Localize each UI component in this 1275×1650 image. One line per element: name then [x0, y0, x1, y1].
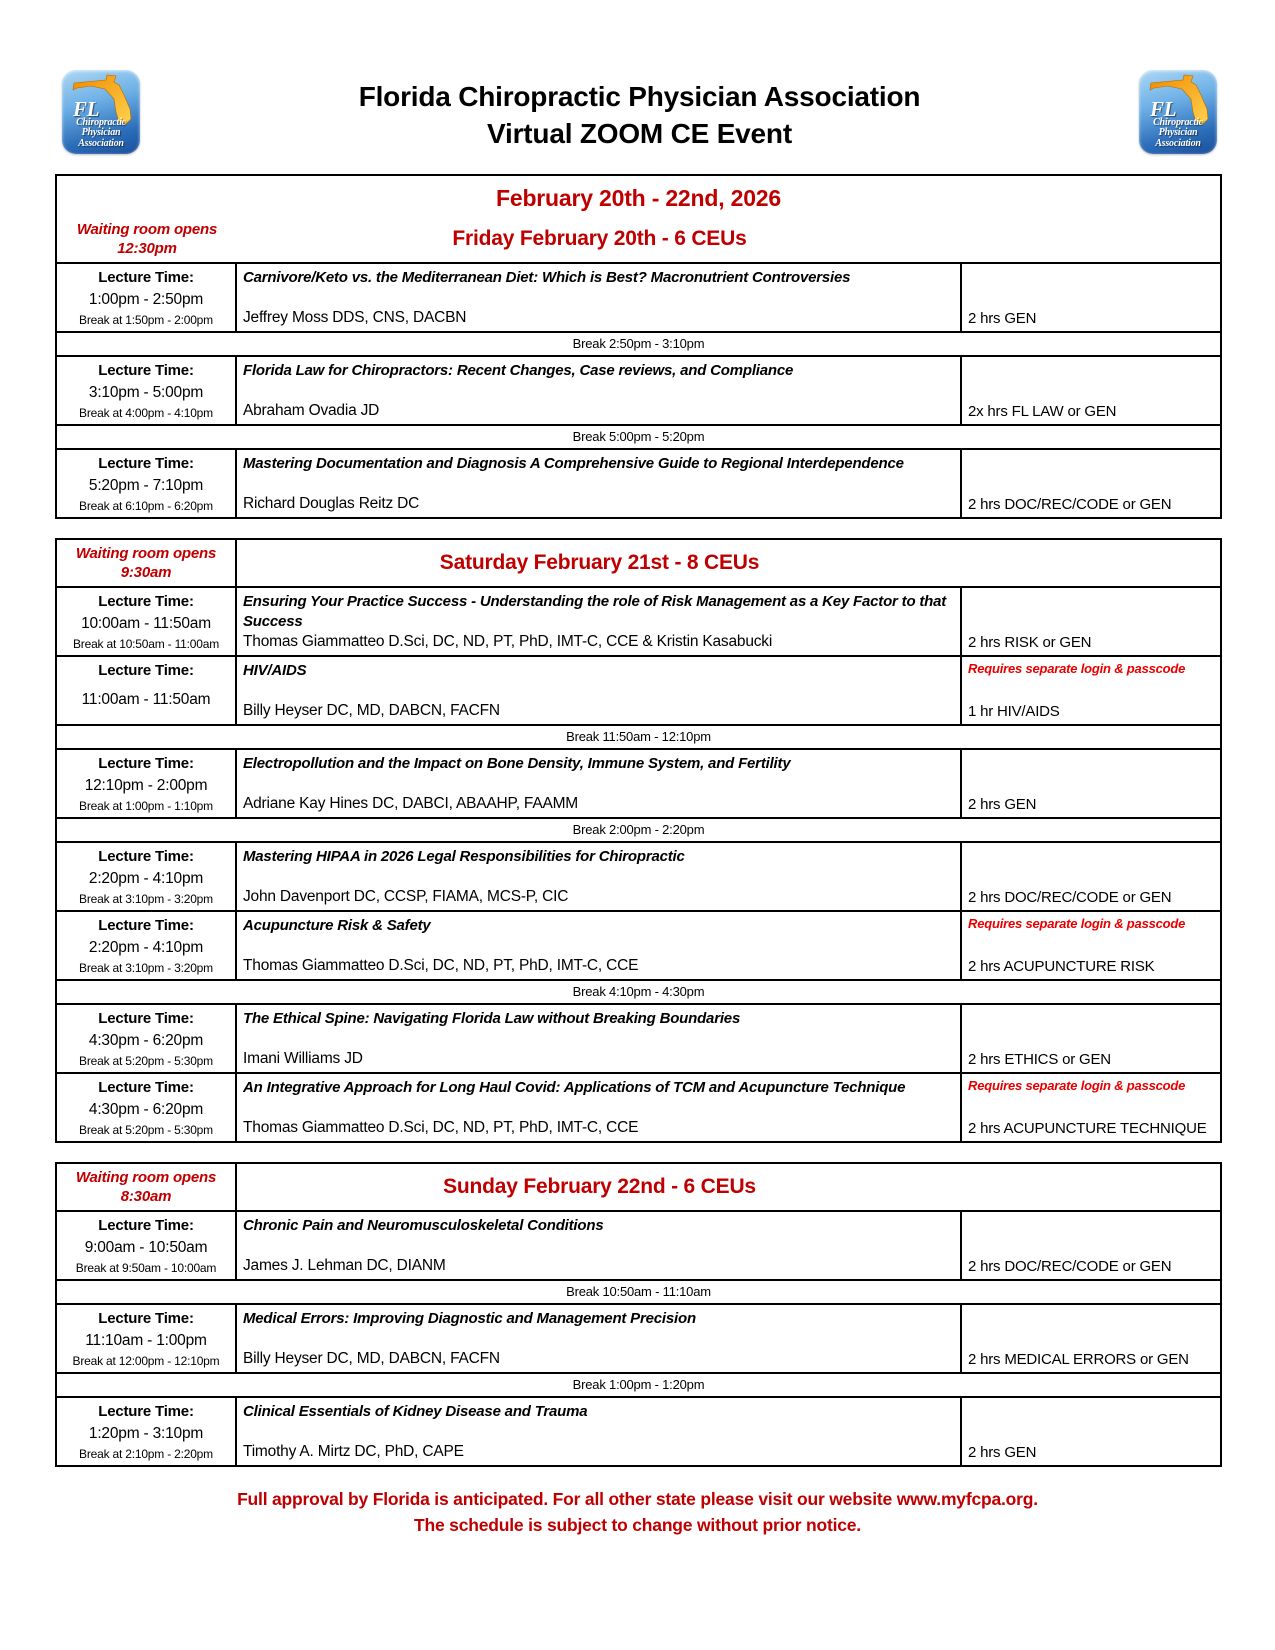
- lecture-speaker: Adriane Kay Hines DC, DABCI, ABAAHP, FAAMM: [243, 795, 579, 812]
- lecture-speaker: James J. Lehman DC, DIANM: [243, 1257, 446, 1274]
- lecture-time-cell: [57, 1305, 237, 1372]
- lecture-speaker: Imani Williams JD: [243, 1050, 363, 1067]
- lecture-speaker: Billy Heyser DC, MD, DABCN, FACFN: [243, 1350, 500, 1367]
- lecture-time-cell: [57, 912, 237, 979]
- lecture-break-note: Break at 3:10pm - 3:20pm: [79, 892, 213, 906]
- day-title: Saturday February 21st - 8 CEUs: [439, 551, 760, 574]
- lecture-credit: 2 hrs DOC/REC/CODE or GEN: [968, 496, 1172, 513]
- lecture-main-cell: [237, 1212, 962, 1279]
- lecture-speaker: Billy Heyser DC, MD, DABCN, FACFN: [243, 702, 500, 719]
- lecture-title: Carnivore/Keto vs. the Mediterranean Diet: Which is Best? Macronutrient Controversies: [243, 269, 851, 286]
- lecture-time-label: Lecture Time:: [98, 917, 194, 934]
- day-header-spacer: [962, 216, 1220, 262]
- lecture-time-label: Lecture Time:: [98, 755, 194, 772]
- lecture-row: [57, 586, 1220, 655]
- lecture-break-note: Break at 10:50am - 11:00am: [73, 637, 219, 651]
- lecture-time-value: 2:20pm - 4:10pm: [88, 938, 204, 956]
- lecture-speaker: Thomas Giammatteo D.Sci, DC, ND, PT, PhD, IMT-C, CCE & Kristin Kasabucki: [243, 633, 773, 650]
- day-header-spacer: [962, 540, 1220, 586]
- lecture-speaker: John Davenport DC, CCSP, FIAMA, MCS-P, CIC: [243, 888, 569, 905]
- lecture-row: [57, 655, 1220, 724]
- lecture-credit-cell: [962, 1212, 1220, 1279]
- lecture-row: [57, 910, 1220, 979]
- logo-text-line: Association: [1155, 137, 1201, 149]
- lecture-credit-cell: [962, 588, 1220, 655]
- lecture-row: [57, 1210, 1220, 1279]
- lecture-credit: 2 hrs MEDICAL ERRORS or GEN: [968, 1351, 1189, 1368]
- lecture-title: Medical Errors: Improving Diagnostic and Management Precision: [243, 1310, 696, 1327]
- break-label: Break 5:00pm - 5:20pm: [572, 429, 705, 444]
- lecture-credit-cell: [962, 912, 1220, 979]
- lecture-row: [57, 1003, 1220, 1072]
- break-row: [57, 724, 1220, 748]
- lecture-credit-cell: [962, 357, 1220, 424]
- lecture-main-cell: [237, 264, 962, 331]
- lecture-credit-cell: [962, 1305, 1220, 1372]
- lecture-time-value: 3:10pm - 5:00pm: [88, 383, 204, 401]
- lecture-time-value: 12:10pm - 2:00pm: [84, 776, 208, 794]
- lecture-time-value: 2:20pm - 4:10pm: [88, 869, 204, 887]
- lecture-time-value: 9:00am - 10:50am: [84, 1238, 208, 1256]
- lecture-title: Mastering HIPAA in 2026 Legal Responsibilities for Chiropractic: [243, 848, 685, 865]
- break-row: [57, 1279, 1220, 1303]
- waiting-room-cell: [57, 1164, 237, 1210]
- lecture-time-label: Lecture Time:: [98, 593, 194, 610]
- lecture-time-label: Lecture Time:: [98, 362, 194, 379]
- waiting-room-text: Waiting room opens: [75, 1169, 217, 1186]
- lecture-credit-cell: [962, 450, 1220, 517]
- lecture-main-cell: [237, 588, 962, 655]
- lecture-credit: 2 hrs GEN: [968, 1444, 1037, 1461]
- logo-text-line: Chiropractic: [76, 116, 126, 128]
- lecture-time-label: Lecture Time:: [98, 1010, 194, 1027]
- day-title: Sunday February 22nd - 6 CEUs: [443, 1175, 756, 1198]
- separate-login-note: Requires separate login & passcode: [968, 916, 1186, 931]
- lecture-main-cell: [237, 1074, 962, 1141]
- lecture-credit-cell: [962, 1074, 1220, 1141]
- waiting-room-cell: [57, 216, 237, 262]
- lecture-time-value: 10:00am - 11:50am: [81, 614, 211, 632]
- lecture-time-cell: [57, 1212, 237, 1279]
- document-footer: [0, 1486, 1275, 1538]
- lecture-title: Clinical Essentials of Kidney Disease and Trauma: [243, 1403, 588, 1420]
- lecture-time-cell: [57, 1398, 237, 1465]
- break-row: [57, 1372, 1220, 1396]
- break-row: [57, 817, 1220, 841]
- lecture-break-note: Break at 9:50am - 10:00am: [75, 1261, 217, 1275]
- waiting-room-text: Waiting room opens: [76, 221, 218, 238]
- lecture-row: [57, 841, 1220, 910]
- lecture-credit-cell: [962, 657, 1220, 724]
- lecture-credit: 1 hr HIV/AIDS: [968, 703, 1060, 720]
- lecture-main-cell: [237, 1305, 962, 1372]
- day-header-row: [57, 216, 1220, 262]
- lecture-credit: 2 hrs ACUPUNCTURE TECHNIQUE: [968, 1120, 1207, 1137]
- lecture-credit-cell: [962, 1398, 1220, 1465]
- lecture-break-note: Break at 4:00pm - 4:10pm: [79, 406, 213, 420]
- footer-approval-note: Full approval by Florida is anticipated. For all other state please visit our website www.myfcpa.org.: [237, 1489, 1038, 1509]
- lecture-main-cell: [237, 912, 962, 979]
- lecture-main-cell: [237, 843, 962, 910]
- day-header-row: [57, 1164, 1220, 1210]
- day-section-1: [55, 538, 1222, 1143]
- document-header: [0, 0, 1275, 154]
- lecture-row: [57, 1396, 1220, 1465]
- lecture-title: The Ethical Spine: Navigating Florida Law without Breaking Boundaries: [243, 1010, 741, 1027]
- lecture-time-cell: [57, 264, 237, 331]
- lecture-time-label: Lecture Time:: [98, 269, 194, 286]
- lecture-row: [57, 748, 1220, 817]
- lecture-time-value: 5:20pm - 7:10pm: [88, 476, 204, 494]
- separate-login-note: Requires separate login & passcode: [968, 661, 1186, 676]
- lecture-row: [57, 355, 1220, 424]
- lecture-time-cell: [57, 588, 237, 655]
- lecture-main-cell: [237, 657, 962, 724]
- lecture-title: Acupuncture Risk & Safety: [243, 917, 431, 934]
- lecture-break-note: Break at 2:10pm - 2:20pm: [79, 1447, 213, 1461]
- lecture-time-value: 11:00am - 11:50am: [81, 690, 211, 708]
- lecture-main-cell: [237, 1005, 962, 1072]
- lecture-speaker: Timothy A. Mirtz DC, PhD, CAPE: [243, 1443, 464, 1460]
- lecture-title: Ensuring Your Practice Success - Understanding the role of Risk Management as a Key Factor to that Success: [243, 593, 947, 630]
- break-label: Break 4:10pm - 4:30pm: [572, 984, 705, 999]
- lecture-time-value: 11:10am - 1:00pm: [85, 1331, 207, 1349]
- logo-text-line: Chiropractic: [1153, 116, 1203, 128]
- lecture-main-cell: [237, 450, 962, 517]
- lecture-time-cell: [57, 1074, 237, 1141]
- lecture-time-cell: [57, 750, 237, 817]
- lecture-main-cell: [237, 1398, 962, 1465]
- lecture-title: Mastering Documentation and Diagnosis A Comprehensive Guide to Regional Interdependence: [243, 455, 904, 472]
- lecture-credit: 2 hrs DOC/REC/CODE or GEN: [968, 1258, 1172, 1275]
- lecture-credit: 2 hrs RISK or GEN: [968, 634, 1092, 651]
- lecture-time-label: Lecture Time:: [98, 1217, 194, 1234]
- lecture-time-label: Lecture Time:: [98, 455, 194, 472]
- lecture-time-cell: [57, 1005, 237, 1072]
- lecture-title: Chronic Pain and Neuromusculoskeletal Conditions: [243, 1217, 604, 1234]
- logo-text-line: Association: [78, 137, 124, 149]
- lecture-time-cell: [57, 357, 237, 424]
- waiting-room-cell: [57, 540, 237, 586]
- fcpa-logo-right: [1139, 70, 1217, 154]
- waiting-room-time: 9:30am: [120, 564, 172, 581]
- break-label: Break 2:50pm - 3:10pm: [572, 336, 705, 351]
- lecture-speaker: Jeffrey Moss DDS, CNS, DACBN: [243, 309, 467, 326]
- lecture-speaker: Thomas Giammatteo D.Sci, DC, ND, PT, PhD, IMT-C, CCE: [243, 1119, 639, 1136]
- lecture-title: Electropollution and the Impact on Bone Density, Immune System, and Fertility: [243, 755, 791, 772]
- lecture-break-note: Break at 1:50pm - 2:00pm: [79, 313, 213, 327]
- lecture-break-note: Break at 3:10pm - 3:20pm: [79, 961, 213, 975]
- lecture-time-value: 4:30pm - 6:20pm: [88, 1031, 204, 1049]
- lecture-time-label: Lecture Time:: [98, 1079, 194, 1096]
- lecture-credit: 2 hrs GEN: [968, 796, 1037, 813]
- lecture-time-cell: [57, 843, 237, 910]
- day-title: Friday February 20th - 6 CEUs: [452, 227, 747, 250]
- lecture-credit: 2x hrs FL LAW or GEN: [968, 403, 1117, 420]
- document-title-line1: Florida Chiropractic Physician Association: [358, 81, 921, 112]
- lecture-main-cell: [237, 750, 962, 817]
- logo-text-line: Physician: [1158, 127, 1198, 138]
- lecture-credit: 2 hrs ACUPUNCTURE RISK: [968, 958, 1155, 975]
- day-section-2: [55, 1162, 1222, 1467]
- lecture-time-cell: [57, 657, 237, 724]
- fcpa-logo-left: [62, 70, 140, 154]
- logo-text: [1139, 118, 1217, 150]
- break-row: [57, 979, 1220, 1003]
- lecture-break-note: Break at 5:20pm - 5:30pm: [79, 1123, 213, 1137]
- logo-fl-monogram: FL: [1150, 97, 1177, 121]
- waiting-room-text: Waiting room opens: [75, 545, 217, 562]
- break-label: Break 1:00pm - 1:20pm: [572, 1377, 705, 1392]
- waiting-room-time: 8:30am: [120, 1188, 172, 1205]
- day-header-row: [57, 540, 1220, 586]
- lecture-credit: 2 hrs ETHICS or GEN: [968, 1051, 1111, 1068]
- lecture-break-note: Break at 6:10pm - 6:20pm: [79, 499, 213, 513]
- break-label: Break 2:00pm - 2:20pm: [572, 822, 705, 837]
- lecture-credit-cell: [962, 1005, 1220, 1072]
- lecture-time-label: Lecture Time:: [98, 1310, 194, 1327]
- lecture-speaker: Richard Douglas Reitz DC: [243, 495, 420, 512]
- lecture-time-value: 4:30pm - 6:20pm: [88, 1100, 204, 1118]
- logo-text-line: Physician: [81, 127, 121, 138]
- lecture-time-cell: [57, 450, 237, 517]
- lecture-break-note: Break at 5:20pm - 5:30pm: [79, 1054, 213, 1068]
- lecture-row: [57, 262, 1220, 331]
- lecture-row: [57, 448, 1220, 517]
- break-label: Break 10:50am - 11:10am: [566, 1284, 711, 1299]
- lecture-title: An Integrative Approach for Long Haul Covid: Applications of TCM and Acupuncture Technique: [243, 1079, 906, 1096]
- lecture-speaker: Thomas Giammatteo D.Sci, DC, ND, PT, PhD, IMT-C, CCE: [243, 957, 639, 974]
- document-title: [140, 70, 1139, 152]
- break-label: Break 11:50am - 12:10pm: [566, 729, 711, 744]
- lecture-time-value: 1:20pm - 3:10pm: [88, 1424, 204, 1442]
- lecture-credit: 2 hrs DOC/REC/CODE or GEN: [968, 889, 1172, 906]
- lecture-credit-cell: [962, 750, 1220, 817]
- logo-text: [62, 118, 140, 150]
- logo-fl-monogram: FL: [73, 97, 100, 121]
- footer-change-note: The schedule is subject to change without prior notice.: [414, 1515, 861, 1535]
- lecture-break-note: Break at 1:00pm - 1:10pm: [79, 799, 213, 813]
- lecture-row: [57, 1072, 1220, 1141]
- schedule-tables: [55, 174, 1222, 1467]
- lecture-title: HIV/AIDS: [243, 662, 307, 679]
- event-date-title: February 20th - 22nd, 2026: [496, 185, 781, 211]
- document-title-line2: Virtual ZOOM CE Event: [487, 118, 792, 149]
- break-row: [57, 331, 1220, 355]
- lecture-credit-cell: [962, 264, 1220, 331]
- lecture-time-value: 1:00pm - 2:50pm: [88, 290, 204, 308]
- day-header-spacer: [962, 1164, 1220, 1210]
- lecture-time-label: Lecture Time:: [98, 1403, 194, 1420]
- separate-login-note: Requires separate login & passcode: [968, 1078, 1186, 1093]
- break-row: [57, 424, 1220, 448]
- lecture-row: [57, 1303, 1220, 1372]
- day-section-0: [55, 174, 1222, 519]
- lecture-main-cell: [237, 357, 962, 424]
- lecture-time-label: Lecture Time:: [98, 662, 194, 679]
- lecture-time-label: Lecture Time:: [98, 848, 194, 865]
- lecture-speaker: Abraham Ovadia JD: [243, 402, 380, 419]
- waiting-room-time: 12:30pm: [117, 240, 177, 257]
- lecture-title: Florida Law for Chiropractors: Recent Changes, Case reviews, and Compliance: [243, 362, 794, 379]
- lecture-credit: 2 hrs GEN: [968, 310, 1037, 327]
- lecture-break-note: Break at 12:00pm - 12:10pm: [72, 1354, 220, 1368]
- lecture-credit-cell: [962, 843, 1220, 910]
